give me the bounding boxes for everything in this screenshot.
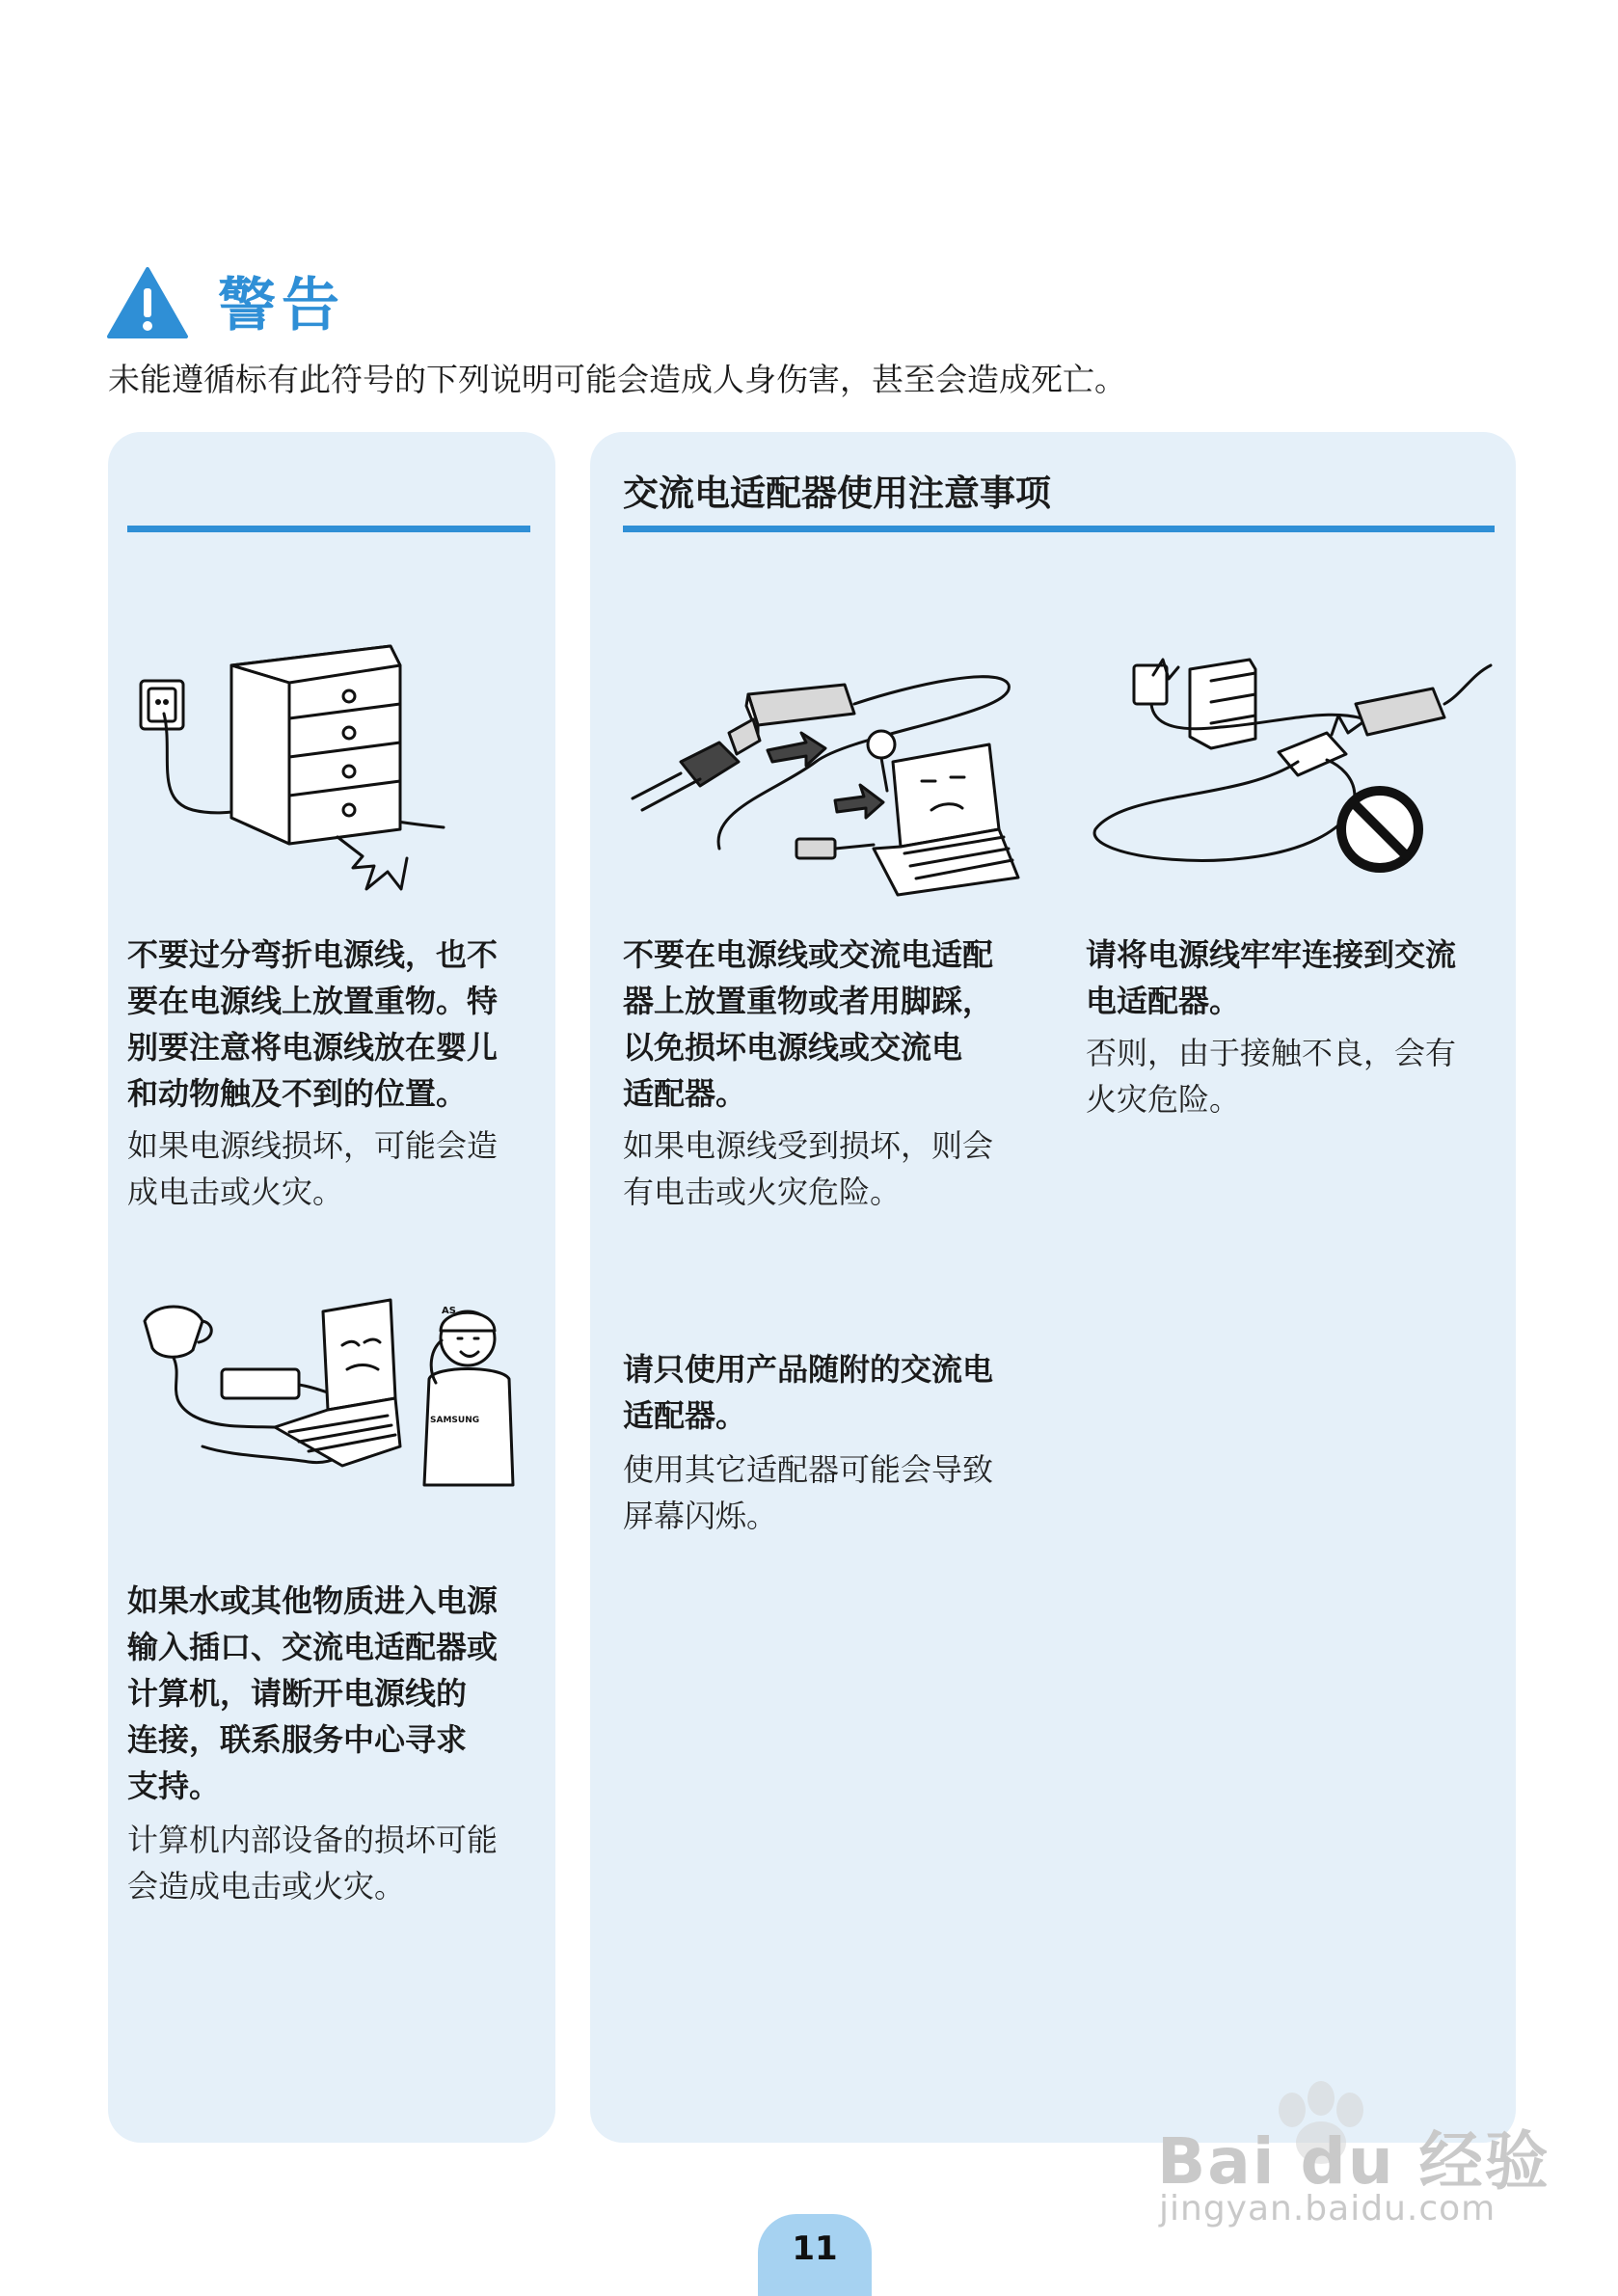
drawer-on-cord-illustration xyxy=(135,636,492,916)
right-item1-warning xyxy=(623,932,1057,1117)
left-item2-detail xyxy=(127,1817,542,1909)
right-item3-warning xyxy=(623,1346,1057,1439)
cap-badge-text: AS xyxy=(442,1306,456,1316)
water-spill-service-illustration xyxy=(135,1292,521,1514)
right-item2-warning xyxy=(1086,932,1510,1024)
left-item2-warning xyxy=(127,1578,542,1809)
left-item1-warning xyxy=(127,932,542,1117)
watermark-url: jingyan.baidu.com xyxy=(1159,2189,1497,2228)
left-item2-bold-line: 如果水或其他物质进入电源 xyxy=(127,1582,499,1619)
right-item1-bold-line: 器上放置重物或者用脚踩， xyxy=(623,983,994,1019)
watermark-brand: Bai du 经验 xyxy=(1157,2124,1551,2199)
right-item3-detail-line: 屏幕闪烁。 xyxy=(623,1498,778,1534)
left-item1-bold-line: 和动物触及不到的位置。 xyxy=(127,1075,468,1112)
right-item3-bold-line: 适配器。 xyxy=(623,1397,747,1434)
warning-triangle-icon xyxy=(106,265,189,340)
right-panel-divider xyxy=(623,526,1495,532)
right-item2-bold-line: 请将电源线牢牢连接到交流 xyxy=(1086,936,1457,973)
left-item1-bold-line: 不要过分弯折电源线，也不 xyxy=(127,936,499,973)
left-item2-bold-line: 连接，联系服务中心寻求 xyxy=(127,1721,468,1758)
left-item2-bold-line: 计算机，请断开电源线的 xyxy=(127,1675,468,1712)
right-item1-detail-line: 如果电源线受到损坏，则会 xyxy=(623,1127,994,1164)
right-item1-detail xyxy=(623,1122,1057,1215)
left-item2-detail-line: 会造成电击或火灾。 xyxy=(127,1868,406,1904)
left-item1-detail-line: 如果电源线损坏，可能会造 xyxy=(127,1127,499,1164)
left-item2-detail-line: 计算机内部设备的损坏可能 xyxy=(127,1822,499,1858)
page-number: 11 xyxy=(792,2229,838,2268)
right-item2-detail-line: 否则，由于接触不良，会有 xyxy=(1086,1035,1457,1071)
section-title: 交流电适配器使用注意事项 xyxy=(623,473,1051,514)
left-item1-bold-line: 要在电源线上放置重物。特 xyxy=(127,983,499,1019)
right-item2-detail-line: 火灾危险。 xyxy=(1086,1081,1241,1118)
loose-connection-prohibited-illustration xyxy=(1086,646,1500,897)
right-item1-bold-line: 不要在电源线或交流电适配 xyxy=(623,936,994,973)
left-item1-bold-line: 别要注意将电源线放在婴儿 xyxy=(127,1029,499,1066)
right-item3-detail xyxy=(623,1446,1057,1539)
left-item1-detail xyxy=(127,1122,542,1215)
left-panel-divider xyxy=(127,526,530,532)
right-item1-bold-line: 适配器。 xyxy=(623,1075,747,1112)
right-item2-bold-line: 电适配器。 xyxy=(1086,983,1241,1019)
warning-title: 警告 xyxy=(218,272,345,339)
right-item2-detail xyxy=(1086,1030,1510,1122)
right-item3-detail-line: 使用其它适配器可能会导致 xyxy=(623,1451,994,1488)
left-item1-detail-line: 成电击或火灾。 xyxy=(127,1174,344,1210)
adapter-connect-laptop-illustration xyxy=(623,656,1047,897)
warning-description: 未能遵循标有此符号的下列说明可能会造成人身伤害，甚至会造成死亡。 xyxy=(108,361,1126,398)
left-item2-bold-line: 输入插口、交流电适配器或 xyxy=(127,1629,499,1665)
shirt-logo-text: SAMSUNG xyxy=(430,1416,480,1425)
right-item1-bold-line: 以免损坏电源线或交流电 xyxy=(623,1029,963,1066)
right-item1-detail-line: 有电击或火灾危险。 xyxy=(623,1174,902,1210)
right-item3-bold-line: 请只使用产品随附的交流电 xyxy=(623,1351,994,1388)
left-item2-bold-line: 支持。 xyxy=(127,1768,221,1804)
